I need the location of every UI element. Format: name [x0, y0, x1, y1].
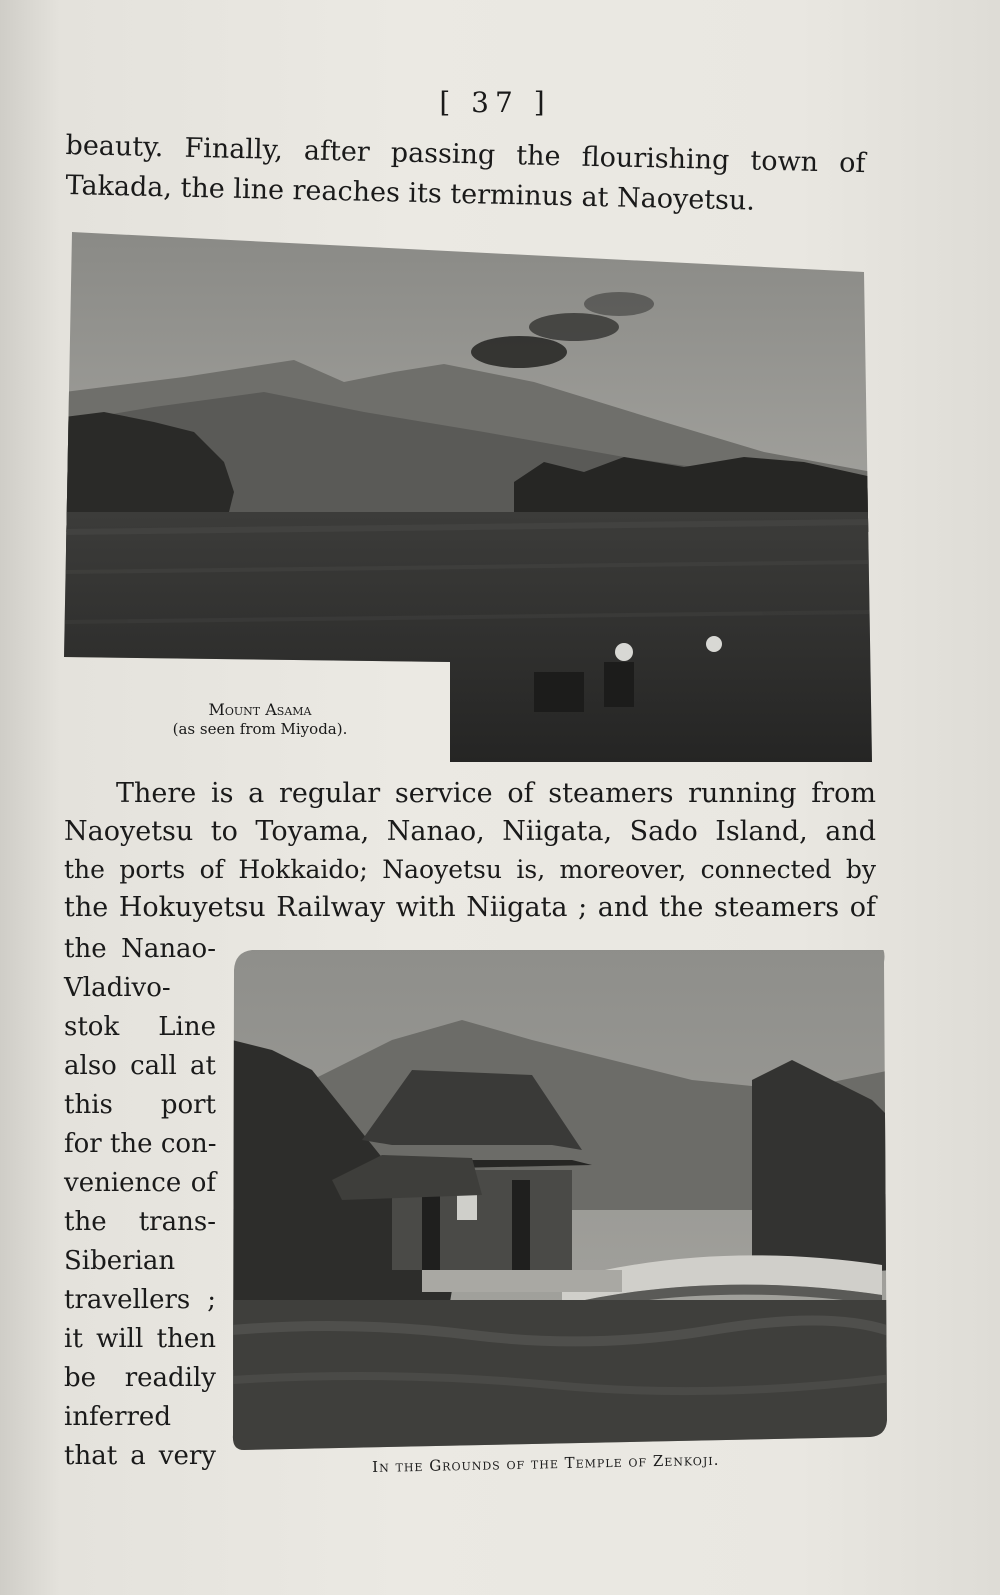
paragraph-line-4: the Hokuyetsu Railway with Niigata ; and the steamers of	[64, 892, 876, 923]
mount-asama-caption-sub: (as seen from Miyoda).	[172, 720, 348, 738]
column-line-12: be readily	[64, 1363, 216, 1393]
intro-line-1: beauty. Finally, after passing the flourishing town of	[65, 129, 866, 180]
column-line-1: the Nanao-	[64, 934, 216, 964]
paragraph-line-1: There is a regular service of steamers running from	[116, 778, 876, 809]
column-line-2: Vladivo-	[64, 973, 171, 1003]
paragraph-line-3: the ports of Hokkaido; Naoyetsu is, moreover, connected by	[64, 855, 876, 884]
column-line-7: venience of	[64, 1168, 216, 1198]
mount-asama-photo	[64, 232, 872, 762]
column-line-11: it will then	[64, 1324, 216, 1354]
mount-asama-image	[64, 232, 872, 762]
column-line-4: also call at	[64, 1051, 216, 1081]
column-line-3: stok Line	[64, 1012, 216, 1042]
column-line-13: inferred	[64, 1402, 171, 1432]
zenkoji-caption: In the Grounds of the Temple of Zenkoji.	[372, 1450, 720, 1476]
page-number: [ 37 ]	[439, 86, 551, 119]
column-line-8: the trans-	[64, 1207, 216, 1237]
paragraph-line-2: Naoyetsu to Toyama, Nanao, Niigata, Sado Island, and	[64, 816, 876, 847]
intro-line-2: Takada, the line reaches its terminus at Naoyetsu.	[65, 169, 756, 217]
column-line-10: travellers ;	[64, 1285, 216, 1315]
column-line-5: this port	[64, 1090, 216, 1120]
column-line-14: that a very	[64, 1441, 216, 1471]
column-line-6: for the con-	[64, 1129, 217, 1159]
zenkoji-temple-image	[232, 950, 892, 1462]
column-line-9: Siberian	[64, 1246, 176, 1276]
mount-asama-caption-title: Mount Asama	[208, 700, 312, 719]
zenkoji-temple-photo	[232, 950, 892, 1462]
